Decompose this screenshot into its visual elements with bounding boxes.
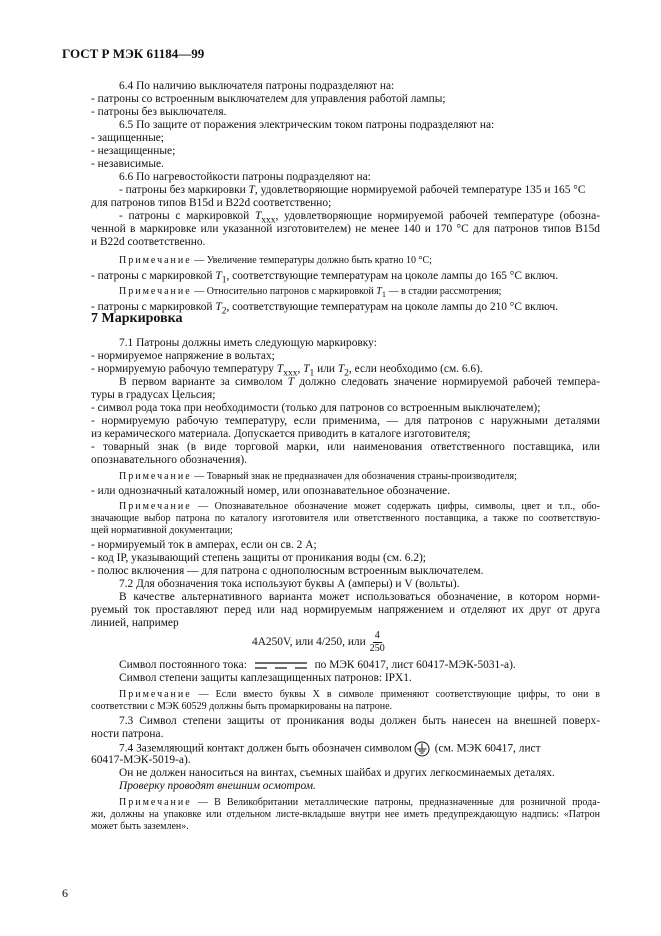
- text-line: опознавательного обозначения).: [91, 454, 247, 466]
- note: Примечание — Увеличение температуры должно быть кратно 10 °С;: [119, 255, 432, 266]
- text-line: 6.5 По защите от поражения электрическим током патроны подразделяют на:: [119, 119, 495, 131]
- note: Примечание — В Великобритании металлические патроны, предназначенные для розничной прода-: [119, 797, 600, 808]
- note-line: щей нормативной документации;: [91, 525, 233, 536]
- text-line: ности патрона.: [91, 728, 164, 740]
- note: Примечание — Товарный знак не предназначен для обозначения страны-производителя;: [119, 471, 517, 482]
- text-line: линией, например: [91, 617, 179, 629]
- note: Примечание — Опознавательное обозначение может содержать цифры, символы, цвет и т.п., обо-: [119, 501, 600, 512]
- note-line: жи, должны на упаковке или отдельном листе-вкладыше внутри нее иметь предупреждающую надпись: «Патрон: [91, 809, 600, 820]
- direct-current-symbol-icon: [253, 660, 309, 670]
- text-line: В качестве альтернативного варианта может использоваться обозначение, в котором норми-: [119, 591, 600, 603]
- text-line: 7.2 Для обозначения тока используют буквы А (амперы) и V (вольты).: [119, 578, 460, 590]
- text-line: - патроны с маркировкой $T_1$, соответствующие температурам на цоколе лампы до 165 °С включ.: [91, 270, 559, 286]
- text-line: и B22d соответственно.: [91, 236, 206, 248]
- text-line: из керамического материала. Допускается приводить в каталоге изготовителя;: [91, 428, 471, 440]
- text-line: ченной в маркировке или указанной изготовителем) не менее 140 и 170 °С для патронов типов B15d: [91, 223, 600, 235]
- text-line: 6.4 По наличию выключателя патроны подразделяют на:: [119, 80, 395, 92]
- text-line: - полюс включения — для патрона с однополюсным встроенным выключателем.: [91, 565, 484, 577]
- text-line: - нормируемую рабочую температуру, если применима, — для патронов с наружными деталями: [91, 415, 600, 427]
- document-header: ГОСТ Р МЭК 61184—99: [62, 46, 205, 61]
- note-line: может быть заземлен».: [91, 821, 189, 832]
- text-line: - защищенные;: [91, 132, 164, 144]
- text-line: - нормируемый ток в амперах, если он св. 2 А;: [91, 539, 317, 551]
- note: Примечание — Относительно патронов с маркировкой $T_1$ — в стадии рассмотрения;: [119, 286, 502, 299]
- text-line: Он не должен наноситься на винтах, съемных шайбах и других легкосминаемых деталях.: [119, 767, 555, 779]
- page-number: 6: [62, 886, 68, 900]
- text-line: - товарный знак (в виде торговой марки, или наименования ответственного поставщика, или: [91, 441, 600, 453]
- text-line: 6.6 По нагревостойкости патроны подразделяют на:: [119, 171, 371, 183]
- note: Примечание — Если вместо буквы X в символе применяют соответствующие цифры, то они в: [119, 689, 600, 700]
- text-line: - нормируемое напряжение в вольтах;: [91, 350, 275, 362]
- text-line: 7.1 Патроны должны иметь следующую маркировку:: [119, 337, 377, 349]
- text-line: Символ степени защиты каплезащищенных патронов: IPX1.: [119, 672, 412, 684]
- text-line: - символ рода тока при необходимости (только для патронов со встроенным выключателем);: [91, 402, 541, 414]
- current-notation-formula: 4A250V, или 4/250, или $\frac{4}{250}$: [252, 629, 385, 654]
- text-line: 60417-МЭК-5019-а).: [91, 754, 191, 766]
- text-line: для патронов типов B15d и B22d соответственно;: [91, 197, 332, 209]
- text-line: - патроны без маркировки T, удовлетворяющие нормируемой рабочей температуре 135 и 165 °С: [119, 184, 586, 196]
- text-line: 7.3 Символ степени защиты от проникания воды должен быть нанесен на внешней поверх-: [119, 715, 600, 727]
- note-line: соответствии с МЭК 60529 должны быть промаркированы на патроне.: [91, 701, 393, 712]
- text-line: - независимые.: [91, 158, 164, 170]
- text-line: туры в градусах Цельсия;: [91, 389, 216, 401]
- section-title: 7 Маркировка: [91, 311, 183, 326]
- text-line: руемый ток проставляют перед или над нормируемым напряжением и отделяют их друг от друга: [91, 604, 600, 616]
- text-line: - патроны со встроенным выключателем для управления работой лампы;: [91, 93, 446, 105]
- text-line: - патроны без выключателя.: [91, 106, 227, 118]
- text-line: - незащищенные;: [91, 145, 176, 157]
- text-line: 7.4 Заземляющий контакт должен быть обозначен символом (см. МЭК 60417, лист: [119, 741, 600, 757]
- text-line: - нормируемую рабочую температуру $T_{xxx}$, $T_1$ или $T_2$, если необходимо (см. 6.6).: [91, 363, 483, 379]
- text-line: - патроны с маркировкой $T_{xxx}$, удовлетворяющие нормируемой рабочей температуре (обозна-: [119, 210, 600, 226]
- text-line: - или однозначный каталожный номер, или опознавательное обозначение.: [91, 485, 451, 497]
- text-line: Проверку проводят внешним осмотром.: [119, 780, 316, 792]
- text-line: В первом варианте за символом T должно следовать значение нормируемой рабочей темпера-: [119, 376, 601, 388]
- text-line: - патроны с маркировкой $T_2$, соответствующие температурам на цоколе лампы до 210 °С включ.: [91, 301, 559, 317]
- text-line: Символ постоянного тока: по МЭК 60417, лист 60417-МЭК-5031-а).: [119, 659, 516, 671]
- note-line: значающие выбор патрона по каталогу изготовителя или ответственного поставщика, а также по соответствую-: [91, 513, 600, 524]
- fraction: $\frac{4}{250}$: [369, 629, 385, 654]
- text-line: - код IP, указывающий степень защиты от проникания воды (см. 6.2);: [91, 552, 426, 564]
